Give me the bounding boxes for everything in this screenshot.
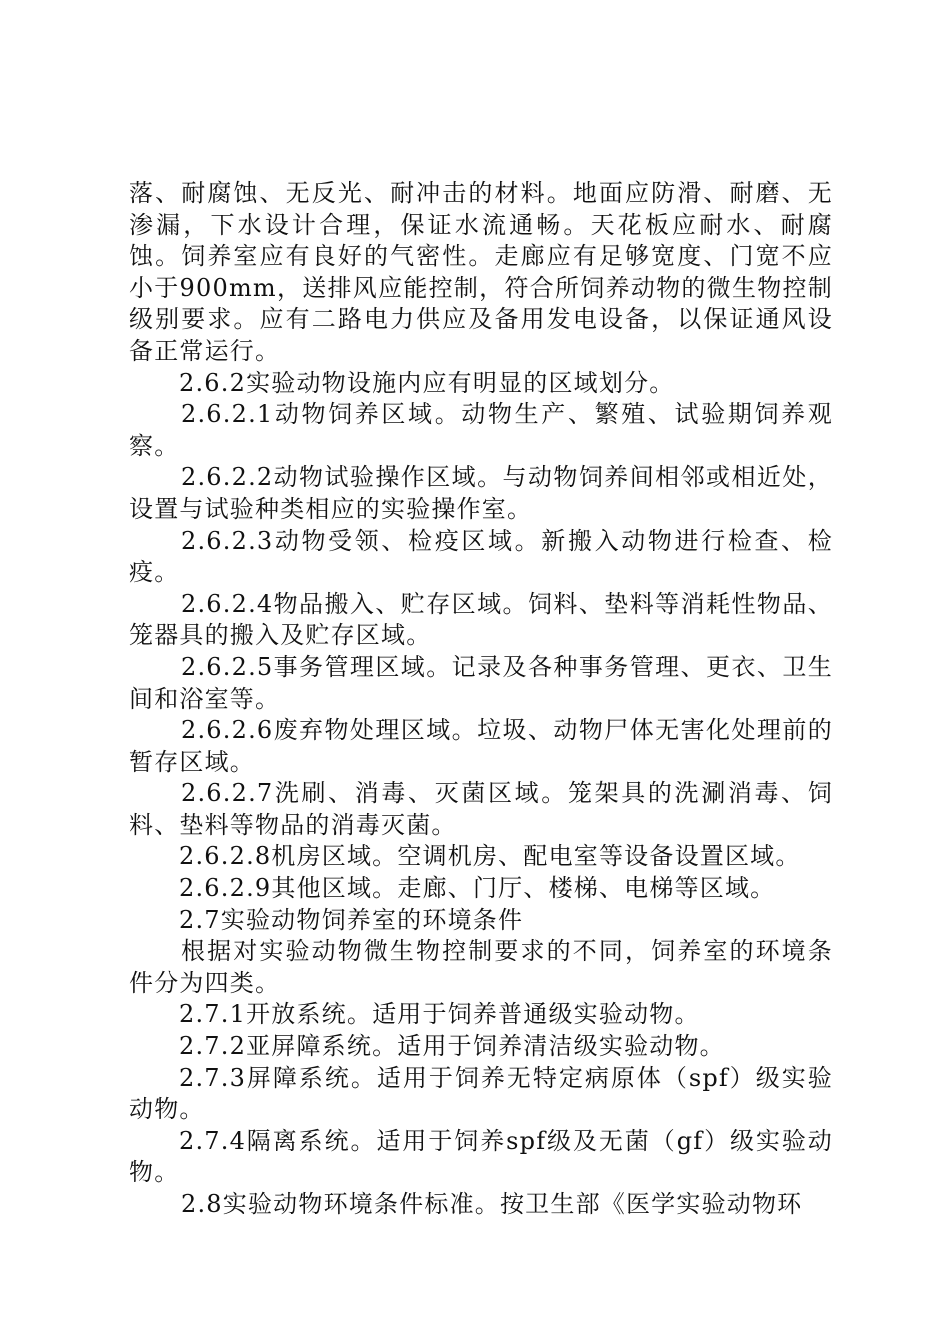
paragraph-environment-intro: 根据对实验动物微生物控制要求的不同，饲养室的环境条件分为四类。 bbox=[129, 937, 833, 997]
paragraph-2-6-2: 2.6.2实验动物设施内应有明显的区域划分。 bbox=[179, 368, 675, 397]
document-body bbox=[129, 178, 833, 1221]
paragraph-2-6-2-5: 2.6.2.5事务管理区域。记录及各种事务管理、更衣、卫生间和浴室等。 bbox=[129, 652, 833, 713]
paragraph-2-6-2-7: 2.6.2.7洗刷、消毒、灭菌区域。笼架具的洗涮消毒、饲料、垫料等物品的消毒灭菌。 bbox=[129, 779, 833, 839]
paragraph-2-7-2: 2.7.2亚屏障系统。适用于饲养清洁级实验动物。 bbox=[179, 1032, 725, 1061]
paragraph-facility-materials: 落、耐腐蚀、无反光、耐冲击的材料。地面应防滑、耐磨、无渗漏，下水设计合理，保证水流通畅。天花板应耐水、耐腐蚀。饲养室应有良好的气密性。走廊应有足够宽度、门宽不应小于900mm，送排风应能控制，符合所饲养动物的微生物控制级别要求。应有二路电力供应及备用发电设备，以保证通风设备正常运行。 bbox=[129, 179, 833, 365]
paragraph-2-7-1: 2.7.1开放系统。适用于饲养普通级实验动物。 bbox=[179, 1000, 700, 1029]
paragraph-2-7-4: 2.7.4隔离系统。适用于饲养spf级及无菌（gf）级实验动物。 bbox=[129, 1126, 833, 1187]
section-heading-2-7: 2.7实验动物饲养室的环境条件 bbox=[179, 905, 524, 934]
paragraph-2-8: 2.8实验动物环境条件标准。按卫生部《医学实验动物环 bbox=[181, 1190, 803, 1218]
paragraph-2-6-2-4: 2.6.2.4物品搬入、贮存区域。饲料、垫料等消耗性物品、笼器具的搬入及贮存区域。 bbox=[129, 589, 833, 650]
paragraph-2-6-2-3: 2.6.2.3动物受领、检疫区域。新搬入动物进行检查、检疫。 bbox=[129, 526, 833, 587]
paragraph-2-6-2-2: 2.6.2.2动物试验操作区域。与动物饲养间相邻或相近处，设置与试验种类相应的实验操作室。 bbox=[129, 463, 833, 523]
paragraph-2-6-2-6: 2.6.2.6废弃物处理区域。垃圾、动物尸体无害化处理前的暂存区域。 bbox=[129, 716, 833, 776]
paragraph-2-6-2-8: 2.6.2.8机房区域。空调机房、配电室等设备设置区域。 bbox=[179, 842, 801, 871]
paragraph-2-6-2-9: 2.6.2.9其他区域。走廊、门厅、楼梯、电梯等区域。 bbox=[179, 874, 776, 903]
paragraph-2-7-3: 2.7.3屏障系统。适用于饲养无特定病原体（spf）级实验动物。 bbox=[129, 1063, 833, 1124]
paragraph-2-6-2-1: 2.6.2.1动物饲养区域。动物生产、繁殖、试验期饲养观察。 bbox=[129, 400, 833, 460]
